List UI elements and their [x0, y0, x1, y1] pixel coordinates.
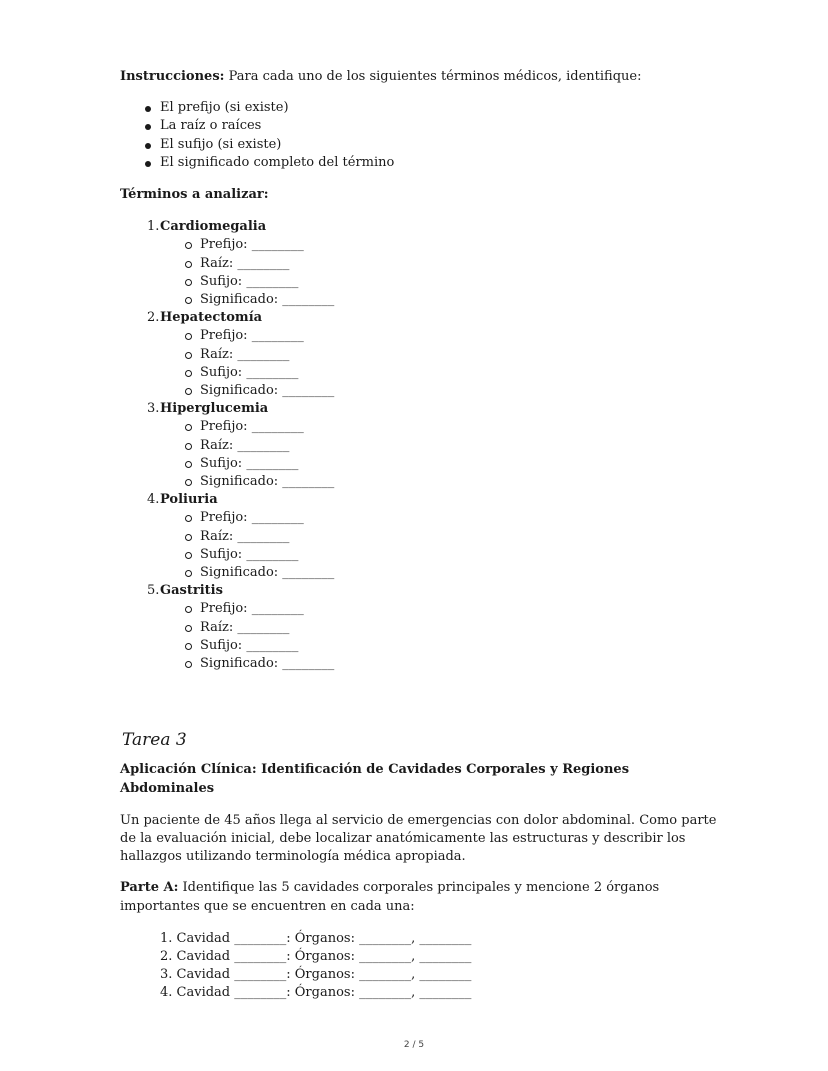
- term-item: [147, 582, 720, 673]
- part-a-text: Identifique las 5 cavidades corporales principales y mencione 2 órganos importantes que se encuentren en cada una:: [120, 880, 660, 914]
- criteria-item: El prefijo (si existe): [160, 99, 720, 117]
- instructions-text: Para cada uno de los siguientes términos médicos, identifique:: [224, 69, 642, 84]
- term-name: Gastritis: [160, 583, 223, 599]
- term-number: 5.: [147, 583, 160, 599]
- term-name: Hepatectomía: [160, 310, 263, 326]
- term-number: 4.: [147, 492, 160, 508]
- term-item: [147, 218, 720, 309]
- instructions-label: Instrucciones:: [120, 69, 225, 84]
- part-a-paragraph: [120, 879, 720, 915]
- document-page: [120, 68, 720, 1003]
- part-a-label: Parte A:: [120, 880, 179, 896]
- meaning-field: Significado: ________: [200, 655, 720, 673]
- term-number: 2.: [147, 310, 160, 326]
- cavity-list: [120, 930, 720, 1003]
- instructions-paragraph: [120, 68, 720, 86]
- terms-list: [120, 218, 720, 673]
- term-fields: [160, 509, 720, 582]
- term-number: 3.: [147, 401, 160, 417]
- prefix-field: Prefijo: ________: [200, 236, 720, 254]
- cavity-item: 4. Cavidad ________: Órganos: ________, ________: [160, 985, 472, 1001]
- term-name: Poliuria: [160, 492, 218, 508]
- term-name: Hiperglucemia: [160, 401, 269, 417]
- criteria-list: [120, 99, 720, 172]
- prefix-field: Prefijo: ________: [200, 509, 720, 527]
- root-field: Raíz: ________: [200, 528, 720, 546]
- meaning-field: Significado: ________: [200, 291, 720, 309]
- meaning-field: Significado: ________: [200, 382, 720, 400]
- criteria-item: El significado completo del término: [160, 154, 720, 172]
- root-field: Raíz: ________: [200, 437, 720, 455]
- prefix-field: Prefijo: ________: [200, 600, 720, 618]
- cavity-item: 1. Cavidad ________: Órganos: ________, ________: [160, 930, 472, 946]
- term-fields: [160, 418, 720, 491]
- prefix-field: Prefijo: ________: [200, 418, 720, 436]
- term-fields: [160, 600, 720, 673]
- section-title: Aplicación Clínica: Identificación de Cavidades Corporales y Regiones Abdominales: [120, 762, 630, 796]
- prefix-field: Prefijo: ________: [200, 327, 720, 345]
- term-item: [147, 309, 720, 400]
- root-field: Raíz: ________: [200, 346, 720, 364]
- term-name: Cardiomegalia: [160, 219, 267, 235]
- term-item: [147, 491, 720, 582]
- term-fields: [160, 327, 720, 400]
- terms-heading: Términos a analizar:: [120, 187, 269, 203]
- scenario-paragraph: Un paciente de 45 años llega al servicio de emergencias con dolor abdominal. Como parte de la evaluación inicial, debe localizar anatómicamente las estructuras y describir los hallazgos utilizando terminología médica apropiada.: [120, 812, 717, 865]
- criteria-item: La raíz o raíces: [160, 117, 720, 135]
- term-fields: [160, 236, 720, 309]
- suffix-field: Sufijo: ________: [200, 364, 720, 382]
- cavity-item: 2. Cavidad ________: Órganos: ________, ________: [160, 948, 472, 964]
- meaning-field: Significado: ________: [200, 473, 720, 491]
- page-number: 2 / 5: [403, 1040, 425, 1050]
- suffix-field: Sufijo: ________: [200, 455, 720, 473]
- term-number: 1.: [147, 219, 160, 235]
- term-item: [147, 400, 720, 491]
- criteria-item: El sufijo (si existe): [160, 136, 720, 154]
- root-field: Raíz: ________: [200, 255, 720, 273]
- meaning-field: Significado: ________: [200, 564, 720, 582]
- suffix-field: Sufijo: ________: [200, 637, 720, 655]
- suffix-field: Sufijo: ________: [200, 273, 720, 291]
- root-field: Raíz: ________: [200, 619, 720, 637]
- suffix-field: Sufijo: ________: [200, 546, 720, 564]
- task-title: Tarea 3: [122, 730, 187, 751]
- cavity-item: 3. Cavidad ________: Órganos: ________, ________: [160, 967, 472, 983]
